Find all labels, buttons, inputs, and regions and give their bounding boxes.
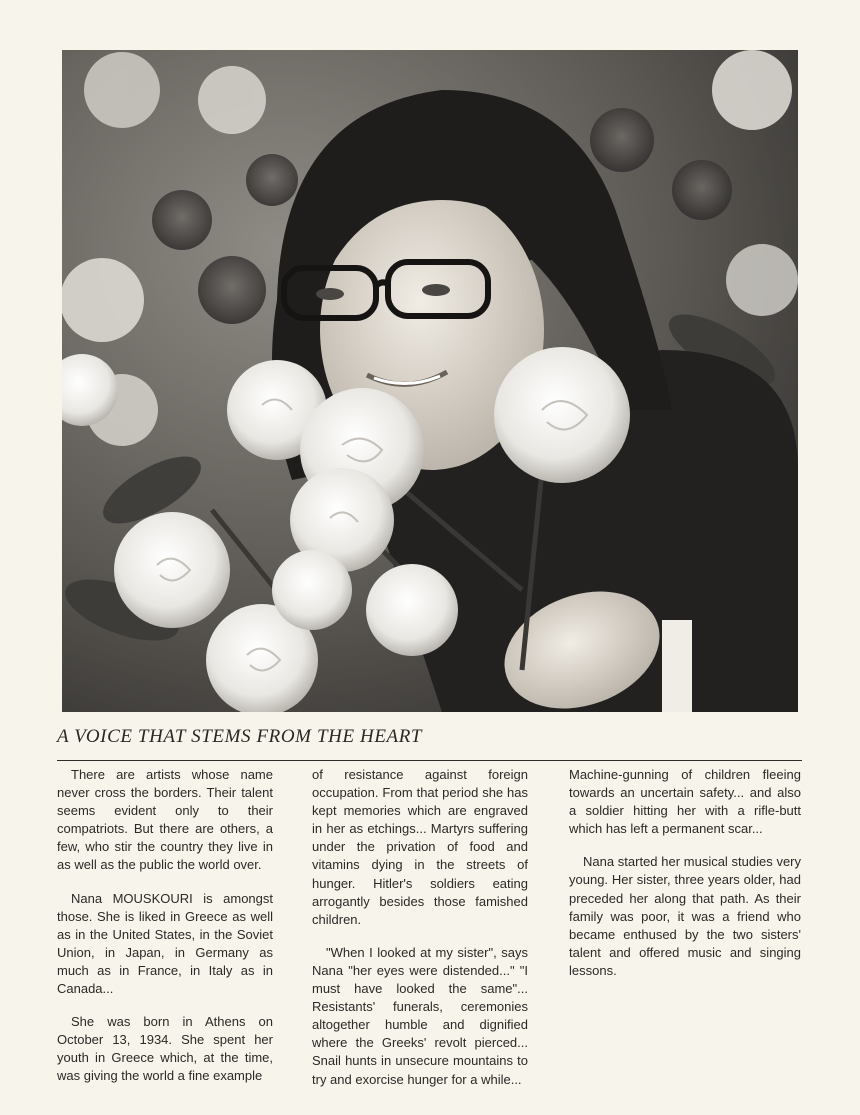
portrait-photo (62, 50, 798, 712)
article-headline: A VOICE THAT STEMS FROM THE HEART (57, 726, 423, 747)
article-column-2 (312, 766, 528, 1104)
paragraph: There are artists whose name never cross the borders. Their talent seems evident only to their compatriots. But there are others, a few, who stir the country they live in as well as the public the world over. (57, 767, 273, 873)
paragraph: of resistance against foreign occupation. From that period she has kept memories which are engraved in her as etchings... Martyrs suffering under the privation of food and vitamins dying in the streets of hunger. Hitler's soldiers eating arrogantly besides those famished children. (312, 767, 528, 927)
paragraph: Machine-gunning of children fleeing towards an uncertain safety... and also a soldier hitting her with a rifle-butt which has left a permanent scar... (569, 767, 801, 837)
paragraph: "When I looked at my sister", says Nana "her eyes were distended..." "I must have looked the same"... Resistants' funerals, ceremonies altogether humble and dignified where the Greeks' revolt pierced... Snail hunts in unsecure mountains to try and exorcise hunger for a while... (312, 944, 528, 1087)
portrait-illustration (62, 50, 798, 712)
paragraph: Nana started her musical studies very young. Her sister, three years older, had preceded her along that path. As their family was poor, it was a friend who became enthused by the two sisters' talent and offered music and singing lessons. (569, 854, 801, 978)
headline-divider (57, 760, 802, 761)
paragraph: She was born in Athens on October 13, 1934. She spent her youth in Greece which, at the time, was giving the world a fine example (57, 1014, 273, 1084)
article-column-3 (569, 766, 801, 995)
article-column-1 (57, 766, 273, 1101)
paragraph: Nana MOUSKOURI is amongst those. She is liked in Greece as well as in the United States, in the Soviet Union, in Japan, in Germany as much as in France, in Italy as in Canada... (57, 890, 273, 997)
